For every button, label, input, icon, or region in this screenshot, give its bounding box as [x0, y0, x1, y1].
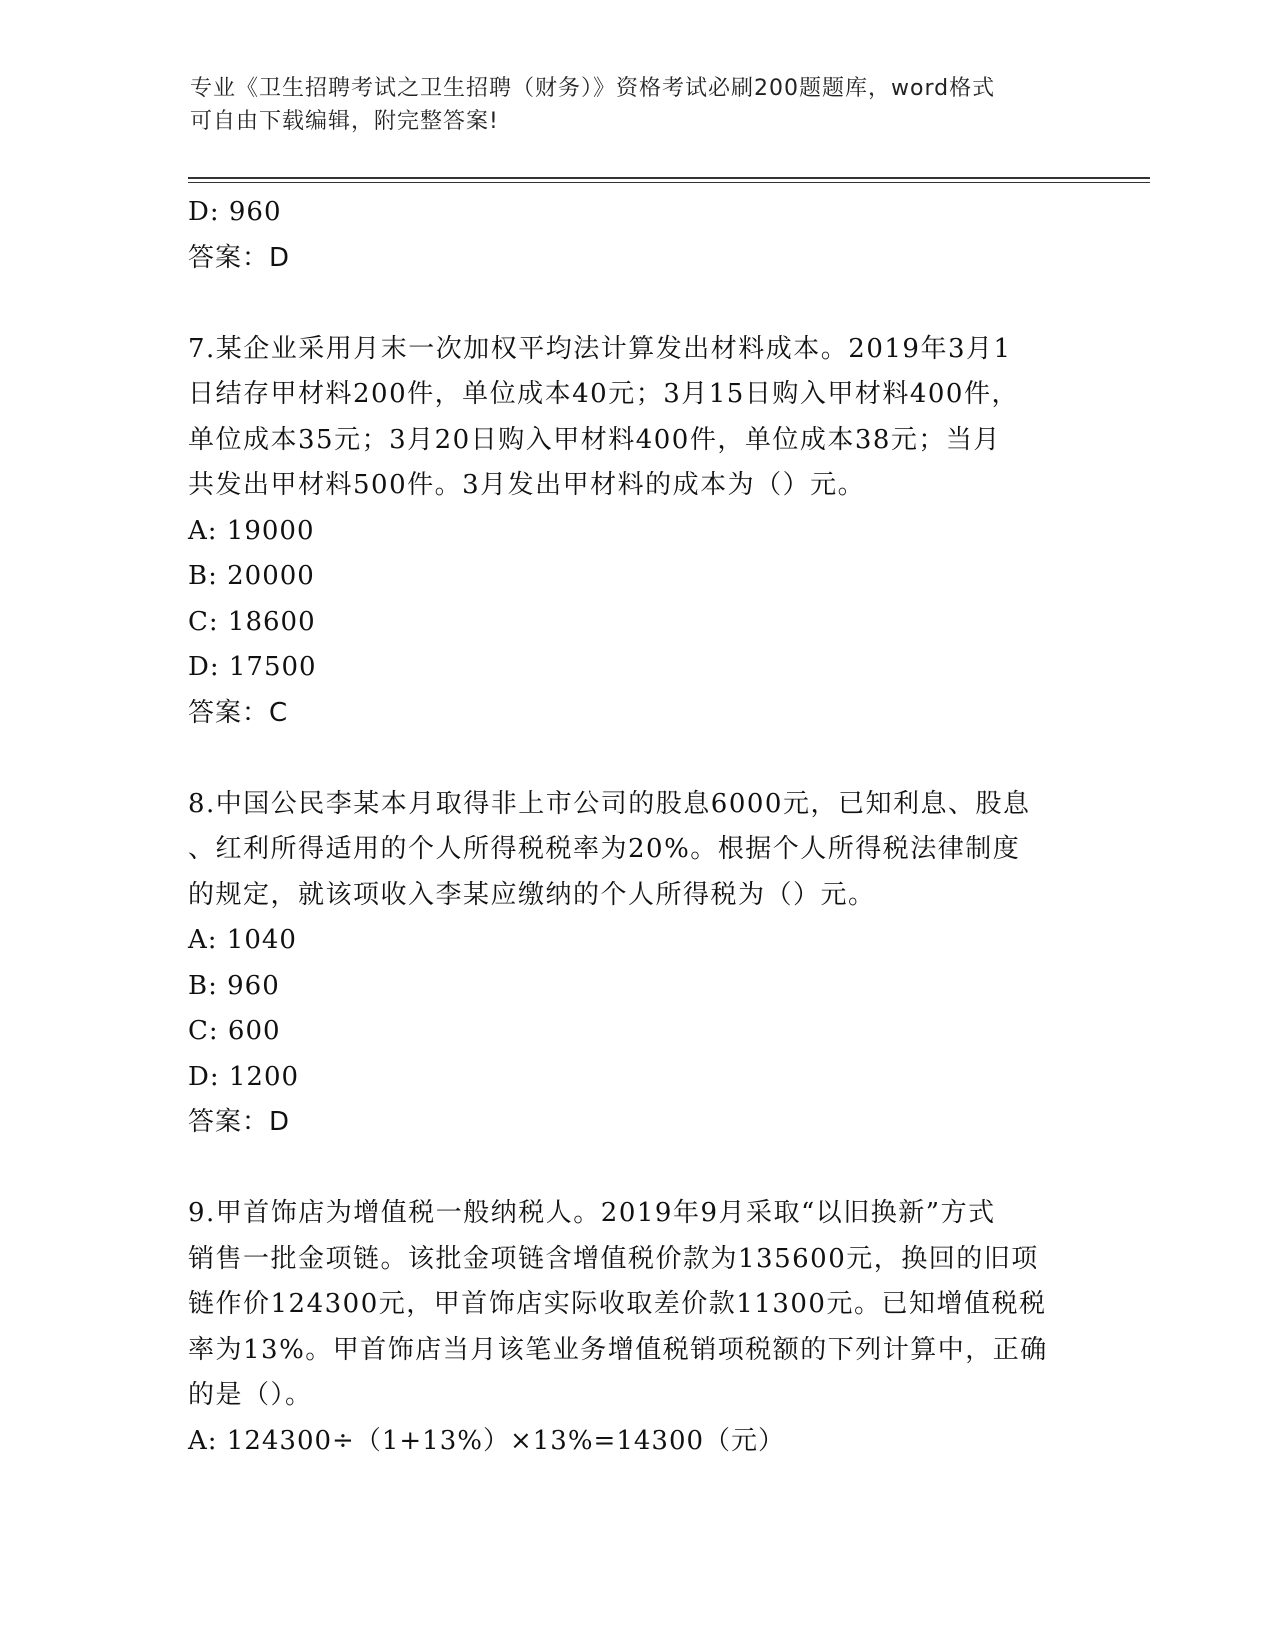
question-9-option-a: A: 124300÷（1+13%）×13%=14300（元） — [188, 1425, 786, 1456]
question-7-option-b: B: 20000 — [188, 561, 315, 591]
header-line-1: 专业《卫生招聘考试之卫生招聘（财务）》资格考试必刷200题题库，word格式 — [190, 76, 996, 101]
question-9-line: 9.甲首饰店为增值税一般纳税人。2019年9月采取“以旧换新”方式 — [188, 1198, 996, 1228]
question-8-option-d: D: 1200 — [188, 1061, 300, 1092]
question-7-answer: 答案：C — [188, 697, 289, 728]
question-9-line: 的是（）。 — [188, 1380, 313, 1410]
question-7-option-c: C: 18600 — [188, 606, 316, 637]
question-9 — [188, 1191, 1088, 1464]
question-8-line: 的规定，就该项收入李某应缴纳的个人所得税为（）元。 — [188, 879, 876, 910]
spacer — [188, 281, 1088, 327]
spacer — [188, 1146, 1088, 1192]
question-9-line: 率为13%。甲首饰店当月该笔业务增值税销项税额的下列计算中，正确 — [188, 1334, 1048, 1365]
question-8-line: 、红利所得适用的个人所得税税率为20%。根据个人所得税法律制度 — [188, 834, 1021, 864]
question-7 — [188, 327, 1088, 737]
question-8-answer: 答案：D — [188, 1107, 291, 1137]
question-9-line: 销售一批金项链。该批金项链含增值税价款为135600元，换回的旧项 — [188, 1243, 1039, 1274]
question-7-option-a: A: 19000 — [188, 515, 315, 546]
spacer — [188, 736, 1088, 782]
question-7-option-d: D: 17500 — [188, 652, 317, 682]
question-9-line: 链作价124300元，甲首饰店实际收取差价款11300元。已知增值税税 — [188, 1289, 1047, 1319]
question-8 — [188, 782, 1088, 1146]
question-8-option-c: C: 600 — [188, 1016, 281, 1046]
question-8-option-a: A: 1040 — [188, 925, 297, 955]
question-7-line: 单位成本35元；3月20日购入甲材料400件，单位成本38元；当月 — [188, 424, 1001, 455]
question-8-line: 8.中国公民李某本月取得非上市公司的股息6000元，已知利息、股息 — [188, 788, 1031, 819]
question-7-line: 7.某企业采用月末一次加权平均法计算发出材料成本。2019年3月1 — [188, 333, 1012, 364]
header-rule-thin — [188, 182, 1150, 183]
header-rule-thick — [188, 177, 1150, 179]
prev-answer: 答案：D — [188, 242, 291, 273]
header-line-2: 可自由下载编辑，附完整答案! — [190, 109, 499, 134]
question-7-line: 日结存甲材料200件，单位成本40元；3月15日购入甲材料400件， — [188, 379, 1019, 409]
question-7-line: 共发出甲材料500件。3月发出甲材料的成本为（）元。 — [188, 470, 866, 500]
document-header — [190, 72, 1090, 138]
prev-option-d: D: 960 — [188, 197, 282, 227]
question-8-option-b: B: 960 — [188, 970, 280, 1001]
document-body — [188, 190, 1088, 1464]
